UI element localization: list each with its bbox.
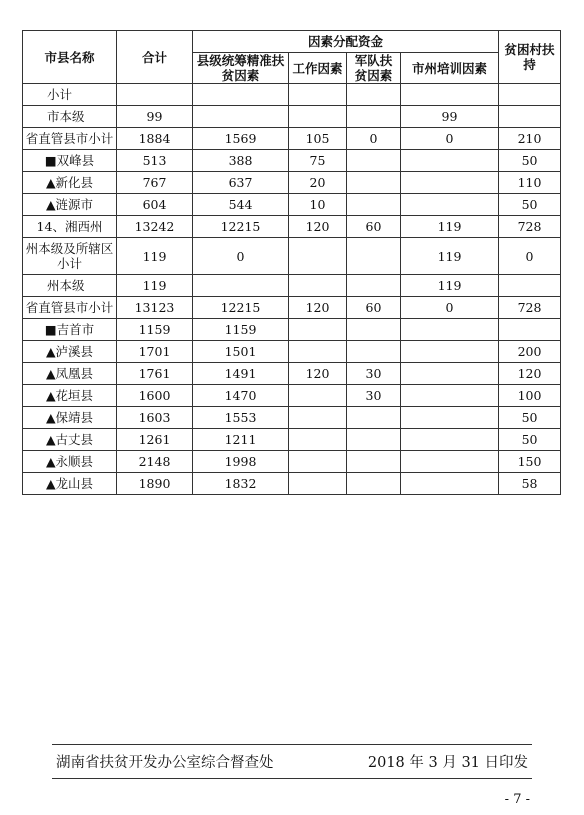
table-row <box>23 429 561 451</box>
row-value-cell <box>193 275 289 297</box>
row-value-cell: 1603 <box>117 407 193 429</box>
header-county-precision: 县级统筹精准扶贫因素 <box>193 53 289 84</box>
row-value-cell <box>347 319 401 341</box>
table-row <box>23 216 561 238</box>
row-value-cell: 637 <box>193 172 289 194</box>
header-county-name: 市县名称 <box>23 31 117 84</box>
row-name-cell: ▲花垣县 <box>23 385 117 407</box>
row-value-cell: 12215 <box>193 216 289 238</box>
row-name-cell: 14、湘西州 <box>23 216 117 238</box>
row-value-cell: 1159 <box>193 319 289 341</box>
row-value-cell <box>347 275 401 297</box>
row-value-cell <box>289 275 347 297</box>
row-value-cell: 119 <box>117 238 193 275</box>
footer-issuer: 湖南省扶贫开发办公室综合督查处 <box>56 755 274 771</box>
row-value-cell: 1470 <box>193 385 289 407</box>
row-value-cell <box>347 473 401 495</box>
row-value-cell <box>289 473 347 495</box>
row-value-cell <box>347 341 401 363</box>
header-poor-village: 贫困村扶持 <box>499 31 561 84</box>
row-value-cell: 30 <box>347 363 401 385</box>
row-value-cell: 20 <box>289 172 347 194</box>
table-row <box>23 84 561 106</box>
row-value-cell: 99 <box>401 106 499 128</box>
row-name-cell: ■吉首市 <box>23 319 117 341</box>
row-value-cell <box>289 341 347 363</box>
row-value-cell: 120 <box>499 363 561 385</box>
table-row <box>23 319 561 341</box>
row-value-cell <box>117 84 193 106</box>
row-value-cell <box>289 429 347 451</box>
row-value-cell: 75 <box>289 150 347 172</box>
row-value-cell <box>289 319 347 341</box>
table-row <box>23 297 561 319</box>
row-value-cell: 210 <box>499 128 561 150</box>
footer-line <box>52 745 532 778</box>
row-value-cell <box>289 407 347 429</box>
row-value-cell <box>347 84 401 106</box>
row-value-cell: 100 <box>499 385 561 407</box>
table-row <box>23 473 561 495</box>
row-value-cell <box>401 363 499 385</box>
row-value-cell <box>401 150 499 172</box>
row-value-cell: 1159 <box>117 319 193 341</box>
row-name-cell: ▲泸溪县 <box>23 341 117 363</box>
row-value-cell: 120 <box>289 216 347 238</box>
row-value-cell: 0 <box>193 238 289 275</box>
row-name-cell: 小计 <box>23 84 117 106</box>
row-value-cell: 1553 <box>193 407 289 429</box>
row-name-cell: ▲永顺县 <box>23 451 117 473</box>
row-value-cell <box>347 106 401 128</box>
row-value-cell: 544 <box>193 194 289 216</box>
row-value-cell: 120 <box>289 363 347 385</box>
row-value-cell: 105 <box>289 128 347 150</box>
row-value-cell: 50 <box>499 194 561 216</box>
table-row <box>23 106 561 128</box>
row-value-cell: 200 <box>499 341 561 363</box>
row-value-cell: 119 <box>401 216 499 238</box>
row-value-cell <box>347 451 401 473</box>
row-value-cell: 1491 <box>193 363 289 385</box>
row-name-cell: ▲龙山县 <box>23 473 117 495</box>
table-body <box>23 84 561 495</box>
row-value-cell: 1998 <box>193 451 289 473</box>
row-value-cell <box>289 238 347 275</box>
row-value-cell: 728 <box>499 216 561 238</box>
row-value-cell: 50 <box>499 407 561 429</box>
row-value-cell <box>347 407 401 429</box>
row-value-cell: 110 <box>499 172 561 194</box>
row-value-cell <box>193 84 289 106</box>
row-value-cell: 0 <box>401 128 499 150</box>
row-value-cell <box>289 385 347 407</box>
row-name-cell: 省直管县市小计 <box>23 128 117 150</box>
row-name-cell: 省直管县市小计 <box>23 297 117 319</box>
row-value-cell: 728 <box>499 297 561 319</box>
footer <box>52 744 532 779</box>
row-value-cell: 99 <box>117 106 193 128</box>
row-value-cell: 1761 <box>117 363 193 385</box>
header-factor-group: 因素分配资金 <box>193 31 499 53</box>
header-training-factor: 市州培训因素 <box>401 53 499 84</box>
row-value-cell <box>401 429 499 451</box>
row-value-cell <box>401 407 499 429</box>
header-work-factor: 工作因素 <box>289 53 347 84</box>
row-value-cell: 150 <box>499 451 561 473</box>
row-value-cell: 120 <box>289 297 347 319</box>
row-name-cell: ▲凤凰县 <box>23 363 117 385</box>
row-value-cell: 58 <box>499 473 561 495</box>
row-value-cell: 0 <box>401 297 499 319</box>
row-value-cell: 2148 <box>117 451 193 473</box>
row-value-cell: 0 <box>499 238 561 275</box>
row-value-cell <box>401 84 499 106</box>
row-value-cell: 388 <box>193 150 289 172</box>
row-value-cell <box>499 84 561 106</box>
row-value-cell <box>499 319 561 341</box>
row-value-cell <box>401 172 499 194</box>
footer-bottom-rule <box>52 778 532 779</box>
row-value-cell: 119 <box>401 238 499 275</box>
table-row <box>23 363 561 385</box>
row-name-cell: ▲保靖县 <box>23 407 117 429</box>
row-value-cell <box>347 150 401 172</box>
row-value-cell <box>289 451 347 473</box>
row-value-cell: 50 <box>499 429 561 451</box>
row-value-cell: 1890 <box>117 473 193 495</box>
table-row <box>23 194 561 216</box>
row-name-cell: 市本级 <box>23 106 117 128</box>
header-row-1 <box>23 31 561 53</box>
row-value-cell <box>347 429 401 451</box>
footer-date: 2018 年 3 月 31 日印发 <box>367 755 528 771</box>
row-value-cell: 119 <box>117 275 193 297</box>
row-name-cell: ■双峰县 <box>23 150 117 172</box>
row-value-cell <box>401 319 499 341</box>
table-row <box>23 238 561 275</box>
row-value-cell: 50 <box>499 150 561 172</box>
row-name-cell: ▲新化县 <box>23 172 117 194</box>
row-value-cell <box>347 238 401 275</box>
row-value-cell: 1884 <box>117 128 193 150</box>
row-value-cell: 1501 <box>193 341 289 363</box>
row-value-cell: 60 <box>347 216 401 238</box>
row-name-cell: ▲古丈县 <box>23 429 117 451</box>
table-row <box>23 451 561 473</box>
table-row <box>23 275 561 297</box>
table-row <box>23 150 561 172</box>
header-military-factor: 军队扶贫因素 <box>347 53 401 84</box>
row-value-cell <box>401 473 499 495</box>
row-value-cell: 1261 <box>117 429 193 451</box>
row-value-cell: 1211 <box>193 429 289 451</box>
row-name-cell: 州本级 <box>23 275 117 297</box>
row-value-cell: 604 <box>117 194 193 216</box>
table-row <box>23 385 561 407</box>
row-name-cell: ▲涟源市 <box>23 194 117 216</box>
row-value-cell <box>289 106 347 128</box>
table-row <box>23 128 561 150</box>
row-value-cell <box>347 194 401 216</box>
row-value-cell: 1832 <box>193 473 289 495</box>
row-value-cell: 119 <box>401 275 499 297</box>
row-value-cell: 10 <box>289 194 347 216</box>
row-value-cell <box>289 84 347 106</box>
row-value-cell: 0 <box>347 128 401 150</box>
row-value-cell <box>401 385 499 407</box>
row-value-cell: 767 <box>117 172 193 194</box>
row-value-cell: 60 <box>347 297 401 319</box>
row-value-cell: 30 <box>347 385 401 407</box>
allocation-table <box>22 30 561 495</box>
table-row <box>23 341 561 363</box>
row-value-cell: 13123 <box>117 297 193 319</box>
row-value-cell <box>401 451 499 473</box>
row-value-cell: 513 <box>117 150 193 172</box>
row-value-cell: 1600 <box>117 385 193 407</box>
row-value-cell: 1569 <box>193 128 289 150</box>
row-value-cell <box>193 106 289 128</box>
row-value-cell <box>499 275 561 297</box>
row-value-cell: 1701 <box>117 341 193 363</box>
row-value-cell <box>499 106 561 128</box>
page-number: - 7 - <box>504 792 530 807</box>
row-value-cell <box>401 194 499 216</box>
table-row <box>23 407 561 429</box>
row-value-cell <box>347 172 401 194</box>
row-name-cell: 州本级及所辖区小计 <box>23 238 117 275</box>
row-value-cell <box>401 341 499 363</box>
row-value-cell: 13242 <box>117 216 193 238</box>
table-row <box>23 172 561 194</box>
row-value-cell: 12215 <box>193 297 289 319</box>
header-total: 合计 <box>117 31 193 84</box>
